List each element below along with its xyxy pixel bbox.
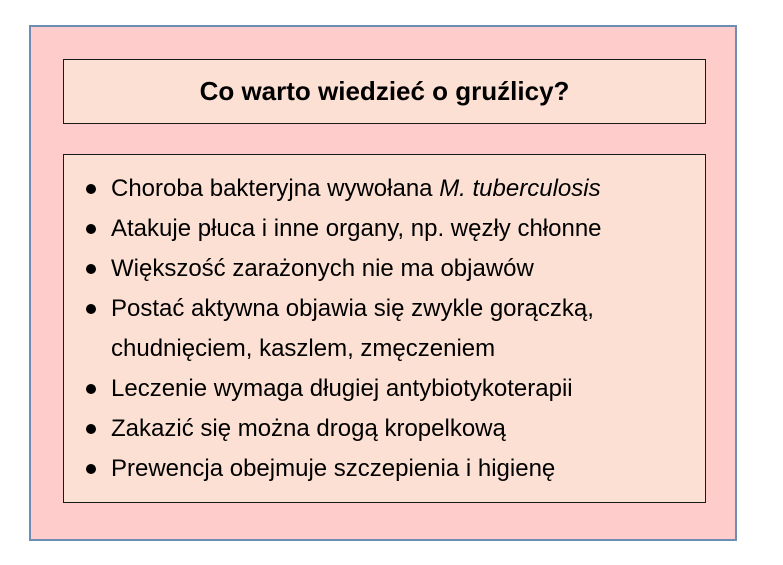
- list-item: [86, 409, 695, 449]
- list-item-line: Postać aktywna objawia się zwykle gorączką,: [111, 295, 594, 322]
- list-item-text: Atakuje płuca i inne organy, np. węzły chłonne: [111, 215, 602, 242]
- bullet-icon: [86, 184, 96, 194]
- bullet-icon: [86, 424, 96, 434]
- bullet-icon: [86, 224, 96, 234]
- list-item-text: [111, 289, 695, 369]
- bullet-icon: [86, 264, 96, 274]
- list-item: [86, 209, 695, 249]
- list-item: [86, 169, 695, 209]
- list-item: [86, 249, 695, 289]
- bullet-list-box: [63, 154, 706, 503]
- list-item: [86, 289, 695, 369]
- bullet-icon: [86, 464, 96, 474]
- list-item-text: Leczenie wymaga długiej antybiotykoterapii: [111, 375, 573, 402]
- title-box: [63, 59, 706, 124]
- list-item-text: Prewencja obejmuje szczepienia i higienę: [111, 455, 556, 482]
- bullet-icon: [86, 384, 96, 394]
- list-item-text: Większość zarażonych nie ma objawów: [111, 255, 534, 282]
- list-item: [86, 369, 695, 409]
- list-item: [86, 449, 695, 489]
- list-item-text: Zakazić się można drogą kropelkową: [111, 415, 506, 442]
- list-item-italic-text: M. tuberculosis: [439, 175, 601, 202]
- page-title: Co warto wiedzieć o gruźlicy?: [199, 76, 570, 106]
- bullet-list: [86, 169, 695, 489]
- list-item-text: Choroba bakteryjna wywołana M. tuberculosis: [111, 175, 601, 202]
- bullet-icon: [86, 304, 96, 314]
- list-item-line: chudnięciem, kaszlem, zmęczeniem: [111, 335, 496, 362]
